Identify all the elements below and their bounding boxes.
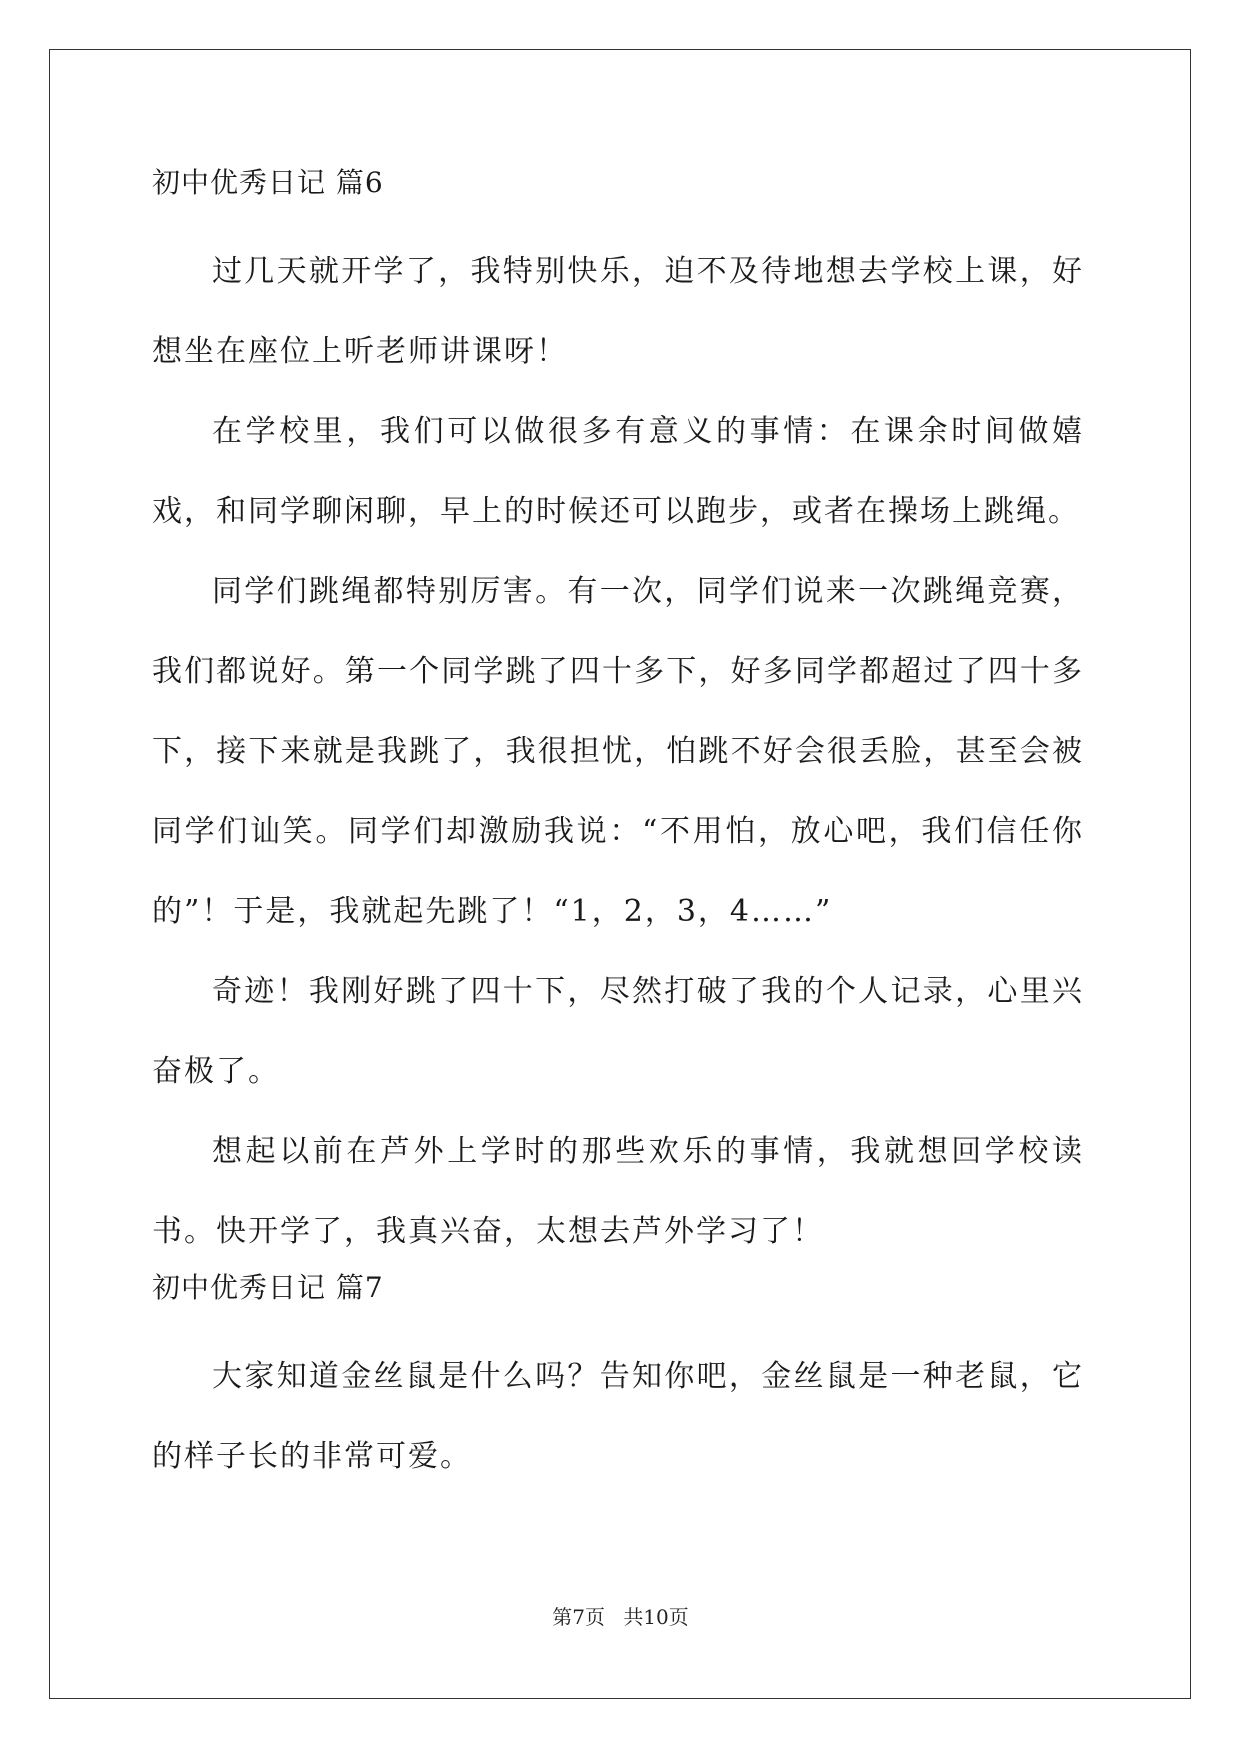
paragraph: 过几天就开学了，我特别快乐，迫不及待地想去学校上课，好想坐在座位上听老师讲课呀！ [152, 254, 1084, 369]
section-title-6: 初中优秀日记 篇6 [152, 166, 384, 199]
paragraph: 在学校里，我们可以做很多有意义的事情：在课余时间做嬉戏，和同学聊闲聊，早上的时候还可以跑步，或者在操场上跳绳。 [152, 414, 1084, 529]
paragraph: 想起以前在芦外上学时的那些欢乐的事情，我就想回学校读书。快开学了，我真兴奋，太想去芦外学习了！ [152, 1134, 1084, 1249]
page-total: 共10页 [623, 1605, 689, 1629]
paragraph: 奇迹！我刚好跳了四十下，尽然打破了我的个人记录，心里兴奋极了。 [152, 974, 1084, 1089]
page-number: 第7页 [552, 1605, 605, 1629]
section-title-7: 初中优秀日记 篇7 [152, 1271, 384, 1304]
document-body [152, 163, 1084, 1497]
page-footer [0, 1604, 1241, 1630]
paragraph: 大家知道金丝鼠是什么吗？告知你吧，金丝鼠是一种老鼠，它的样子长的非常可爱。 [152, 1359, 1084, 1474]
paragraph: 同学们跳绳都特别厉害。有一次，同学们说来一次跳绳竞赛，我们都说好。第一个同学跳了四十多下，好多同学都超过了四十多下，接下来就是我跳了，我很担忧，怕跳不好会很丢脸，甚至会被同学们讪笑。同学们却激励我说：“不用怕，放心吧，我们信任你的”！于是，我就起先跳了！“1，2，3，4……” [152, 574, 1084, 929]
